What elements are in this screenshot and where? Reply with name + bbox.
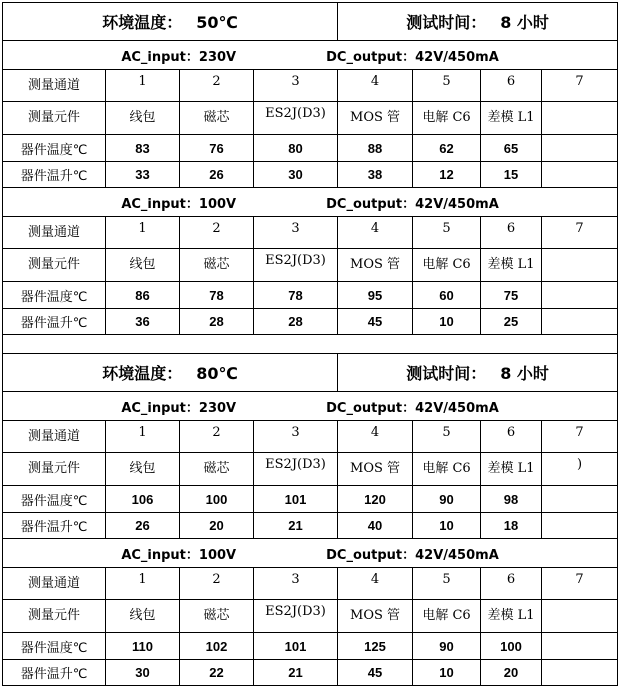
duration-value: 8 小时: [500, 13, 549, 32]
table-cell: 2: [180, 70, 254, 102]
section-header-row: [3, 354, 618, 392]
table-cell: [542, 135, 618, 162]
temperature-rise-row: [3, 513, 618, 539]
table-cell: 110: [106, 633, 180, 660]
table-cell: [542, 600, 618, 633]
row-label: 器件温升℃: [3, 513, 106, 539]
table-cell: 6: [481, 421, 542, 453]
table-cell: 15: [481, 162, 542, 188]
table-cell: 7: [542, 70, 618, 102]
table-cell: 95: [338, 282, 413, 309]
table-cell: 12: [413, 162, 481, 188]
table-cell: 90: [413, 486, 481, 513]
table-cell: 电解 C6: [413, 600, 481, 633]
table-cell: MOS 管: [338, 249, 413, 282]
table-cell: 4: [338, 70, 413, 102]
ambient-label: 环境温度：: [102, 13, 183, 32]
row-label: 测量元件: [3, 102, 106, 135]
channel-row: [3, 568, 618, 600]
table-cell: 差模 L1: [481, 249, 542, 282]
table-cell: 88: [338, 135, 413, 162]
ambient-value: 50℃: [196, 13, 238, 32]
table-cell: [542, 249, 618, 282]
table-cell: [542, 633, 618, 660]
table-cell: ES2J(D3): [254, 249, 338, 282]
row-label: 器件温升℃: [3, 162, 106, 188]
table-cell: 45: [338, 660, 413, 686]
table-cell: 3: [254, 568, 338, 600]
condition-row: [3, 188, 618, 217]
table-cell: 40: [338, 513, 413, 539]
table-cell: 101: [254, 486, 338, 513]
component-row: [3, 600, 618, 633]
temperature-row: [3, 282, 618, 309]
table-cell: 7: [542, 568, 618, 600]
table-cell: 45: [338, 309, 413, 335]
table-cell: 差模 L1: [481, 102, 542, 135]
component-row: [3, 249, 618, 282]
table-cell: 线包: [106, 249, 180, 282]
table-cell: 75: [481, 282, 542, 309]
table-cell: MOS 管: [338, 102, 413, 135]
table-cell: 86: [106, 282, 180, 309]
component-row: [3, 453, 618, 486]
table-cell: 7: [542, 217, 618, 249]
table-cell: 101: [254, 633, 338, 660]
table-cell: 98: [481, 486, 542, 513]
ambient-temperature-cell: [3, 3, 338, 41]
row-label: 器件温度℃: [3, 486, 106, 513]
table-cell: 22: [180, 660, 254, 686]
table-cell: 78: [254, 282, 338, 309]
table-cell: 76: [180, 135, 254, 162]
table-cell: 2: [180, 568, 254, 600]
table-cell: 线包: [106, 600, 180, 633]
table-cell: 磁芯: [180, 102, 254, 135]
table-cell: 电解 C6: [413, 102, 481, 135]
row-label: 器件温度℃: [3, 135, 106, 162]
condition-row: [3, 41, 618, 70]
table-cell: 26: [180, 162, 254, 188]
table-cell: 21: [254, 513, 338, 539]
table-cell: 3: [254, 421, 338, 453]
table-cell: 100: [180, 486, 254, 513]
temperature-rise-row: [3, 309, 618, 335]
table-cell: 电解 C6: [413, 249, 481, 282]
table-cell: 2: [180, 217, 254, 249]
table-cell: 差模 L1: [481, 600, 542, 633]
table-cell: 5: [413, 70, 481, 102]
table-cell: 线包: [106, 453, 180, 486]
table-cell: ): [542, 453, 618, 486]
condition-row: [3, 539, 618, 568]
table-cell: [542, 513, 618, 539]
temperature-test-table: [2, 2, 618, 686]
table-cell: MOS 管: [338, 453, 413, 486]
table-cell: ES2J(D3): [254, 453, 338, 486]
spacer-row: [3, 335, 618, 354]
table-cell: 6: [481, 217, 542, 249]
table-cell: 线包: [106, 102, 180, 135]
test-duration-cell: [338, 354, 618, 392]
channel-row: [3, 421, 618, 453]
table-cell: 1: [106, 421, 180, 453]
table-cell: 28: [254, 309, 338, 335]
table-cell: 电解 C6: [413, 453, 481, 486]
ambient-label: 环境温度：: [102, 364, 183, 383]
table-cell: 2: [180, 421, 254, 453]
dc-output: DC_output：42V/450mA: [326, 400, 499, 416]
temperature-row: [3, 633, 618, 660]
duration-value: 8 小时: [500, 364, 549, 383]
ac-input: AC_input：100V: [121, 547, 237, 563]
table-cell: 78: [180, 282, 254, 309]
table-cell: ES2J(D3): [254, 600, 338, 633]
table-cell: 125: [338, 633, 413, 660]
table-cell: 6: [481, 568, 542, 600]
ac-input: AC_input：230V: [121, 400, 237, 416]
table-cell: 25: [481, 309, 542, 335]
table-cell: 磁芯: [180, 453, 254, 486]
table-cell: 20: [180, 513, 254, 539]
temperature-row: [3, 486, 618, 513]
dc-output: DC_output：42V/450mA: [326, 547, 499, 563]
row-label: 测量通道: [3, 421, 106, 453]
table-cell: 5: [413, 568, 481, 600]
table-cell: 106: [106, 486, 180, 513]
table-cell: 80: [254, 135, 338, 162]
row-label: 测量通道: [3, 568, 106, 600]
spacer-cell: [3, 335, 618, 354]
table-cell: MOS 管: [338, 600, 413, 633]
temperature-rise-row: [3, 162, 618, 188]
table-cell: [542, 660, 618, 686]
temperature-row: [3, 135, 618, 162]
table-cell: 62: [413, 135, 481, 162]
table-cell: 5: [413, 217, 481, 249]
temperature-rise-row: [3, 660, 618, 686]
table-cell: 10: [413, 513, 481, 539]
table-cell: 磁芯: [180, 249, 254, 282]
table-cell: 60: [413, 282, 481, 309]
table-cell: [542, 282, 618, 309]
dc-output: DC_output：42V/450mA: [326, 49, 499, 65]
table-cell: 21: [254, 660, 338, 686]
table-cell: 83: [106, 135, 180, 162]
table-cell: 差模 L1: [481, 453, 542, 486]
channel-row: [3, 217, 618, 249]
table-cell: 5: [413, 421, 481, 453]
table-cell: 18: [481, 513, 542, 539]
section-header-row: [3, 3, 618, 41]
dc-output: DC_output：42V/450mA: [326, 196, 499, 212]
table-body: [3, 3, 618, 686]
table-cell: 4: [338, 568, 413, 600]
table-cell: 120: [338, 486, 413, 513]
row-label: 器件温度℃: [3, 633, 106, 660]
table-cell: 38: [338, 162, 413, 188]
ambient-temperature-cell: [3, 354, 338, 392]
duration-label: 测试时间：: [406, 364, 487, 383]
row-label: 测量元件: [3, 600, 106, 633]
table-cell: 33: [106, 162, 180, 188]
table-cell: [542, 486, 618, 513]
condition-cell: [3, 392, 618, 421]
table-cell: ES2J(D3): [254, 102, 338, 135]
table-cell: 4: [338, 217, 413, 249]
table-cell: 30: [254, 162, 338, 188]
table-cell: 1: [106, 70, 180, 102]
ac-input: AC_input：230V: [121, 49, 237, 65]
table-cell: 磁芯: [180, 600, 254, 633]
table-cell: [542, 309, 618, 335]
table-cell: 90: [413, 633, 481, 660]
test-duration-cell: [338, 3, 618, 41]
table-cell: 65: [481, 135, 542, 162]
condition-cell: [3, 41, 618, 70]
table-cell: 100: [481, 633, 542, 660]
table-cell: 28: [180, 309, 254, 335]
ac-input: AC_input：100V: [121, 196, 237, 212]
ambient-value: 80℃: [196, 364, 238, 383]
condition-cell: [3, 539, 618, 568]
row-label: 器件温升℃: [3, 660, 106, 686]
table-cell: 4: [338, 421, 413, 453]
table-cell: 3: [254, 70, 338, 102]
row-label: 测量元件: [3, 249, 106, 282]
table-cell: 7: [542, 421, 618, 453]
table-cell: 1: [106, 217, 180, 249]
table-cell: [542, 102, 618, 135]
table-cell: 10: [413, 660, 481, 686]
duration-label: 测试时间：: [406, 13, 487, 32]
table-cell: 36: [106, 309, 180, 335]
condition-row: [3, 392, 618, 421]
table-cell: 10: [413, 309, 481, 335]
component-row: [3, 102, 618, 135]
table-cell: 26: [106, 513, 180, 539]
condition-cell: [3, 188, 618, 217]
table-cell: 3: [254, 217, 338, 249]
table-cell: 1: [106, 568, 180, 600]
row-label: 器件温升℃: [3, 309, 106, 335]
table-cell: 102: [180, 633, 254, 660]
table-cell: 20: [481, 660, 542, 686]
row-label: 测量通道: [3, 70, 106, 102]
row-label: 测量通道: [3, 217, 106, 249]
channel-row: [3, 70, 618, 102]
row-label: 测量元件: [3, 453, 106, 486]
table-cell: [542, 162, 618, 188]
row-label: 器件温度℃: [3, 282, 106, 309]
table-cell: 30: [106, 660, 180, 686]
table-cell: 6: [481, 70, 542, 102]
